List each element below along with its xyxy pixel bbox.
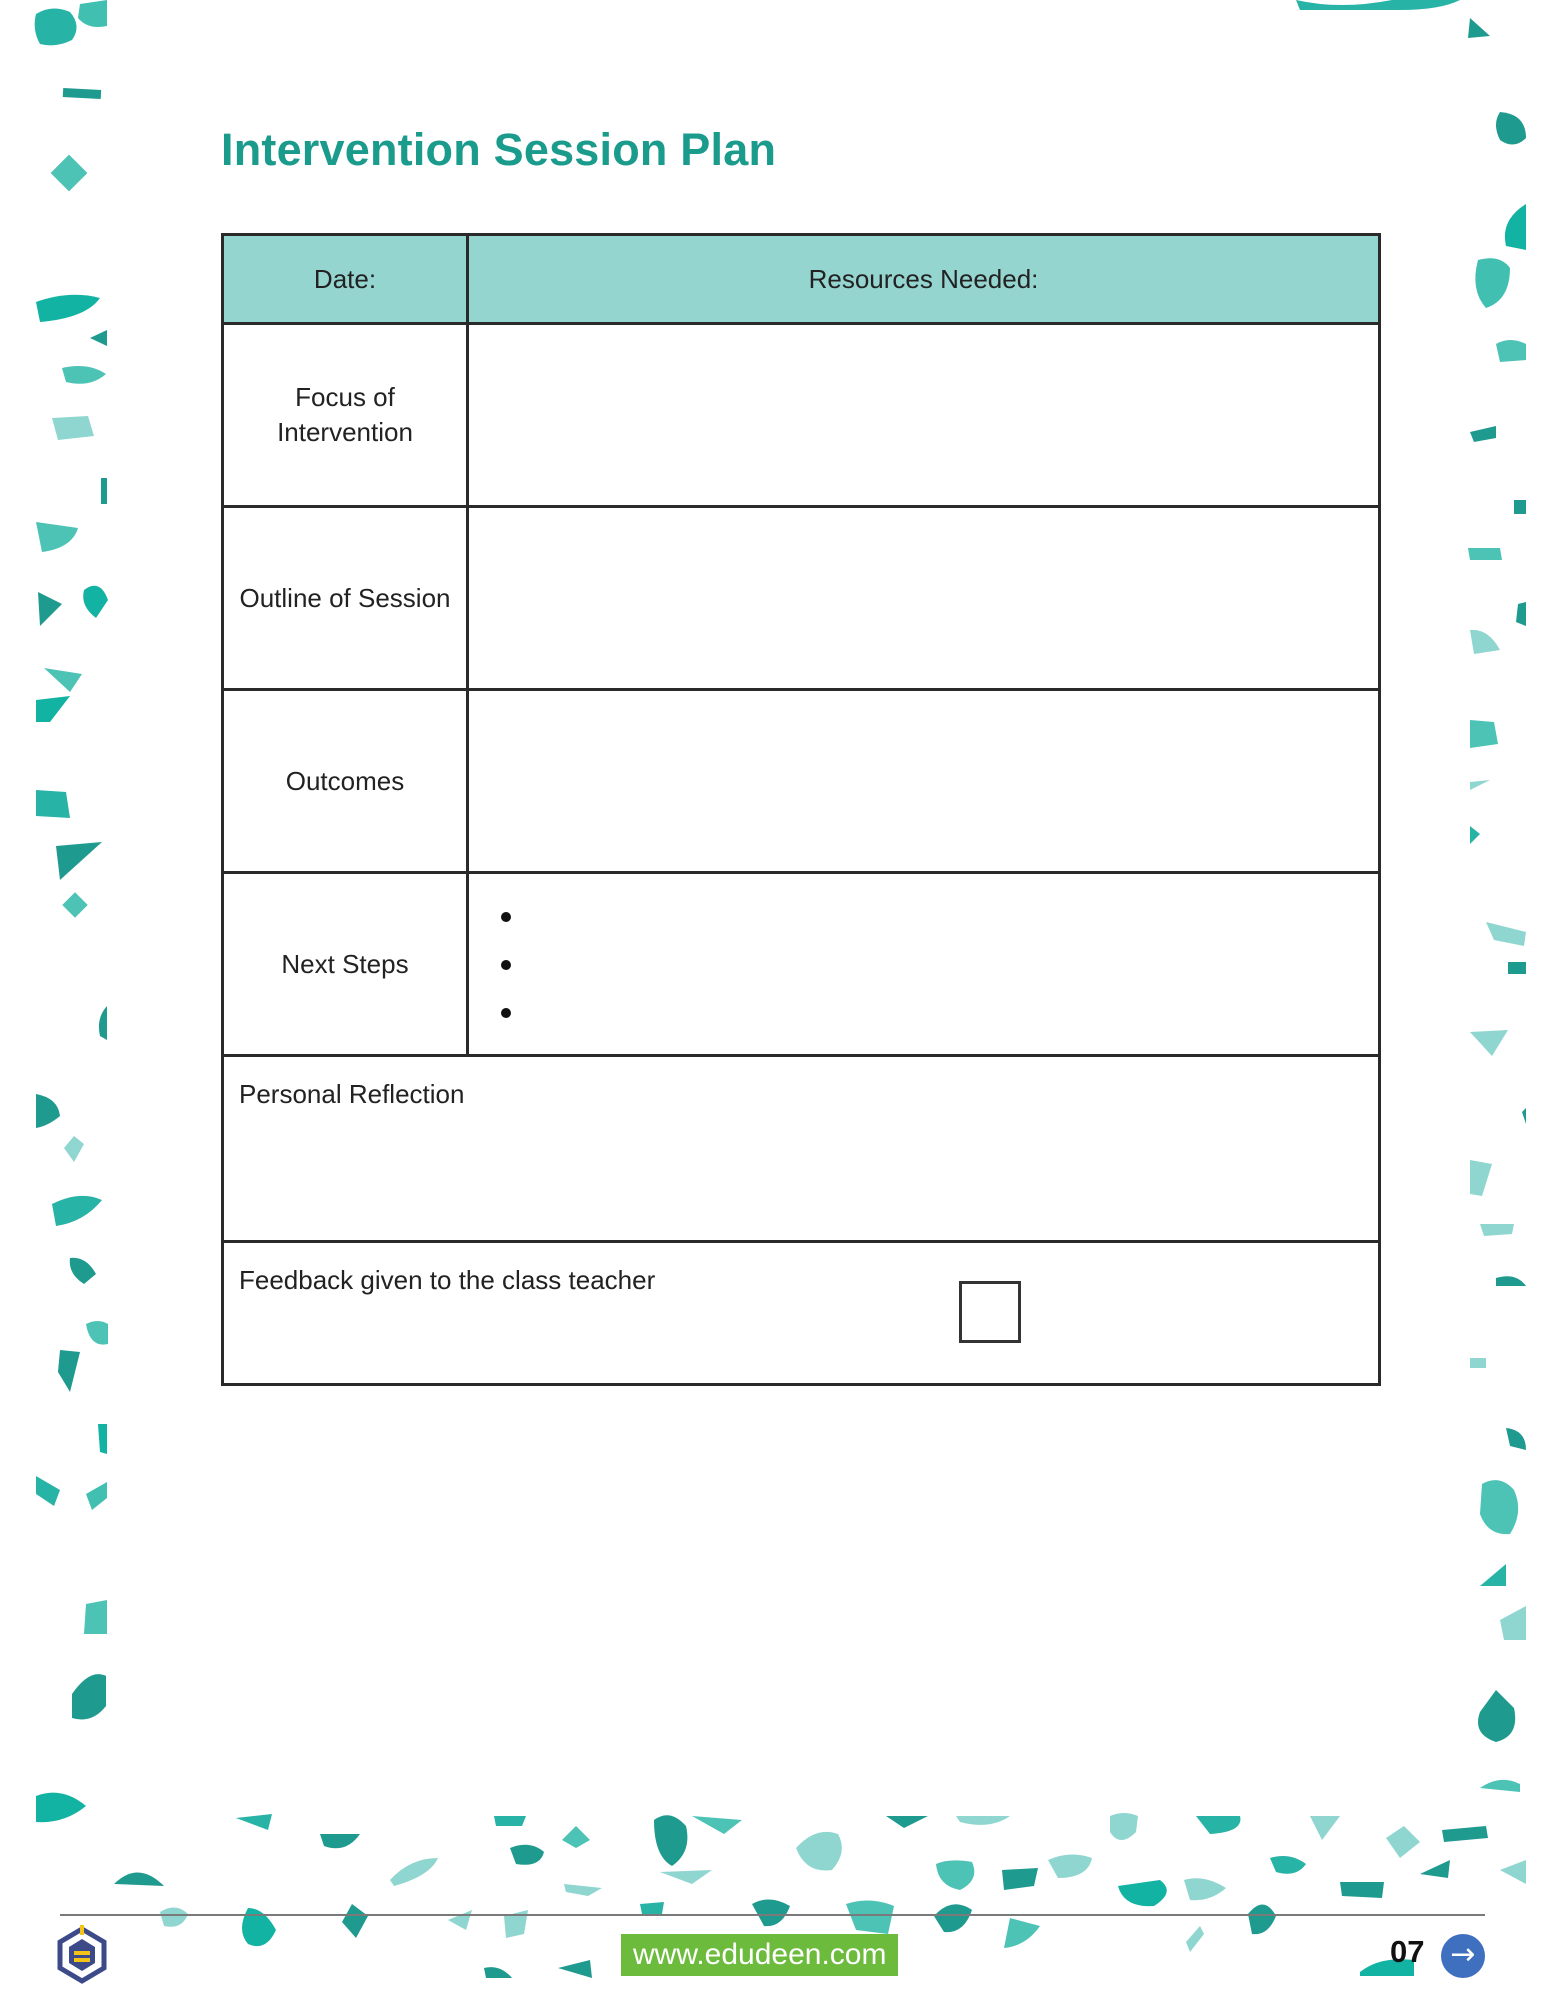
outline-of-session-field[interactable] (468, 507, 1380, 690)
table-header-row (223, 235, 1380, 324)
hexagon-bee-logo-icon (56, 1925, 108, 1985)
next-steps-field[interactable] (468, 873, 1380, 1056)
table-row (223, 873, 1380, 1056)
confetti-left (35, 0, 108, 1822)
feedback-row (223, 1242, 1380, 1385)
personal-reflection-field[interactable] (223, 1056, 1380, 1242)
session-plan-table (221, 233, 1381, 1386)
list-item[interactable] (501, 892, 1378, 940)
outcomes-field[interactable] (468, 690, 1380, 873)
list-item[interactable] (501, 988, 1378, 1036)
personal-reflection-row (223, 1056, 1380, 1242)
page-title: Intervention Session Plan (221, 124, 777, 175)
focus-of-intervention-field[interactable] (468, 324, 1380, 507)
footer-divider (60, 1914, 1485, 1916)
table-row (223, 324, 1380, 507)
outline-of-session-label: Outline of Session (223, 507, 468, 690)
table-row (223, 690, 1380, 873)
next-steps-label: Next Steps (223, 873, 468, 1056)
feedback-field (223, 1242, 1380, 1385)
date-label: Date: (223, 235, 468, 324)
table-row (223, 507, 1380, 690)
focus-of-intervention-label: Focus of Intervention (223, 324, 468, 507)
next-steps-list (469, 892, 1378, 1036)
feedback-label: Feedback given to the class teacher (239, 1265, 656, 1295)
arrow-right-icon[interactable]: → (1441, 1934, 1485, 1978)
outcomes-label: Outcomes (223, 690, 468, 873)
page-number: 07 (1390, 1934, 1425, 1969)
resources-needed-label: Resources Needed: (468, 235, 1380, 324)
website-badge[interactable]: www.edudeen.com (621, 1934, 898, 1976)
list-item[interactable] (501, 940, 1378, 988)
personal-reflection-label: Personal Reflection (239, 1079, 465, 1109)
feedback-checkbox[interactable] (959, 1281, 1021, 1343)
